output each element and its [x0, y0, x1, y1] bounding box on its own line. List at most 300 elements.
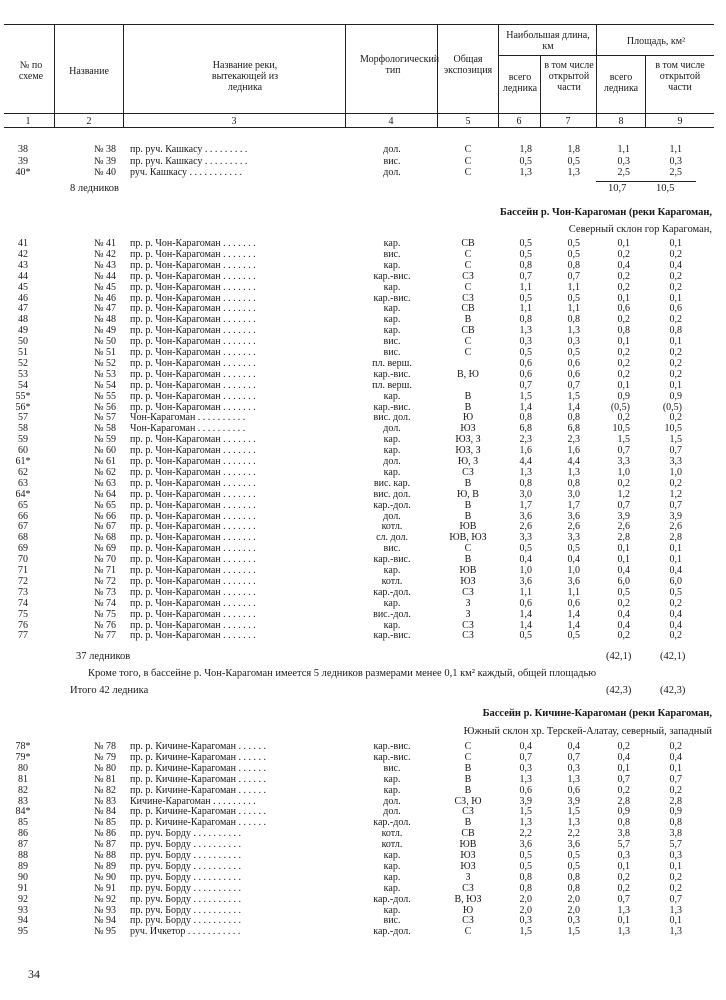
glacier-name-cell: № 61	[93, 456, 116, 467]
exposition-cell: С	[464, 543, 472, 555]
length-total-cell: 6,8	[519, 423, 532, 435]
morph-type-cell: кар.	[383, 860, 401, 872]
section1-total-open: 10,5	[656, 183, 675, 194]
scheme-number-cell: 72	[18, 575, 28, 587]
length-open-cell: 1,1	[567, 586, 580, 598]
scheme-number-cell: 91	[18, 882, 28, 894]
table-row	[0, 883, 726, 894]
glacier-name-cell: № 73	[93, 586, 116, 598]
table-row	[0, 271, 726, 282]
morph-type-cell: вис. дол.	[373, 412, 411, 424]
area-total-cell: 0,7	[617, 499, 630, 511]
morph-type-cell: кар.	[383, 281, 401, 293]
morph-type-cell: кар.-дол.	[373, 893, 411, 905]
exposition-cell: З	[465, 871, 471, 883]
exposition-cell: ЮЗ	[460, 423, 476, 435]
morph-type-cell: кар.	[383, 434, 401, 446]
area-total-cell: 0,8	[617, 817, 630, 829]
col-divider	[596, 24, 597, 128]
area-total-cell: 0,1	[617, 292, 630, 304]
river-name-cell: пр. р. Кичине-Карагоман . . . . . .	[130, 751, 267, 763]
scheme-number-cell: 82	[18, 784, 28, 796]
scheme-number-cell: 47	[18, 303, 28, 315]
length-total-cell: 3,9	[519, 795, 532, 807]
length-total-cell: 1,3	[519, 167, 532, 179]
exposition-cell: СВ	[461, 325, 475, 337]
scheme-number-cell: 58	[18, 423, 28, 435]
glacier-name-cell: № 69	[93, 543, 116, 555]
area-open-cell: 0,2	[669, 281, 682, 293]
table-row	[0, 554, 726, 565]
area-total-cell: 0,1	[617, 379, 630, 391]
length-open-cell: 0,5	[567, 238, 580, 249]
morph-type-cell: кар.-вис.	[373, 630, 411, 642]
glacier-name-cell: № 46	[93, 292, 116, 304]
scheme-number-cell: 77	[18, 630, 28, 642]
table-row	[0, 423, 726, 434]
scheme-number-cell: 90	[18, 871, 28, 883]
glacier-name-cell: № 60	[93, 445, 116, 457]
table-row	[0, 445, 726, 456]
length-total-cell: 0,5	[519, 860, 532, 872]
area-total-cell: 0,1	[617, 238, 630, 249]
morph-type-cell: кар.-вис.	[373, 751, 411, 763]
table-row	[0, 915, 726, 926]
area-total-cell: 0,5	[617, 586, 630, 598]
scheme-number-cell: 55*	[15, 390, 31, 402]
area-total-cell: 10,5	[612, 423, 630, 435]
glacier-name-cell: № 48	[93, 314, 116, 326]
header-length-total: всего ледника	[502, 72, 538, 94]
exposition-cell: З	[465, 597, 471, 609]
glacier-name-cell: № 84	[93, 806, 116, 818]
morph-type-cell: дол.	[383, 795, 401, 807]
scheme-number-cell: 95	[18, 926, 28, 938]
exposition-cell: ЮЗ, З	[455, 434, 481, 446]
glacier-name-cell: № 63	[93, 477, 116, 489]
morph-type-cell: кар.-вис.	[373, 741, 411, 752]
glacier-name-cell: № 70	[93, 554, 116, 566]
area-open-cell: 1,5	[669, 434, 682, 446]
length-open-cell: 0,3	[567, 915, 580, 927]
length-open-cell: 1,4	[567, 608, 580, 620]
length-total-cell: 2,0	[519, 893, 532, 905]
glacier-name-cell: № 91	[93, 882, 116, 894]
scheme-number-cell: 41	[18, 238, 28, 249]
river-name-cell: пр. р. Чон-Карагоман . . . . . . .	[130, 292, 256, 304]
table-row	[0, 828, 726, 839]
glacier-name-cell: № 56	[93, 401, 116, 413]
section1-total-rule	[596, 181, 696, 182]
length-total-cell: 0,5	[519, 292, 532, 304]
length-open-cell: 1,5	[567, 390, 580, 402]
area-total-cell: 0,6	[617, 303, 630, 315]
glacier-name-cell: № 78	[93, 741, 116, 752]
river-name-cell: пр. р. Чон-Карагоман . . . . . . .	[130, 477, 256, 489]
exposition-cell: СЗ	[462, 270, 474, 282]
length-open-cell: 1,6	[567, 445, 580, 457]
glacier-name-cell: № 86	[93, 828, 116, 840]
length-total-cell: 0,8	[519, 412, 532, 424]
area-open-cell: 0,1	[669, 543, 682, 555]
morph-type-cell: котл.	[381, 521, 403, 533]
area-total-cell: 0,4	[617, 259, 630, 271]
exposition-cell: В	[464, 784, 472, 796]
section2-note: Кроме того, в бассейне р. Чон-Карагоман имеется 5 ледников размерами менее 0,1 км² каждый, общей площадью	[88, 668, 597, 679]
glacier-name-cell: № 39	[93, 155, 116, 167]
scheme-number-cell: 79*	[15, 751, 31, 763]
area-total-cell: 1,5	[617, 434, 630, 446]
glacier-name-cell: № 51	[93, 347, 116, 358]
area-total-cell: 2,8	[617, 795, 630, 807]
exposition-cell: ЮВ	[459, 839, 477, 851]
river-name-cell: пр. р. Чон-Карагоман . . . . . . .	[130, 510, 256, 522]
length-open-cell: 0,5	[567, 155, 580, 167]
glacier-name-cell: № 85	[93, 817, 116, 829]
glacier-name-cell: № 81	[93, 773, 116, 785]
exposition-cell: В	[464, 554, 472, 566]
scheme-number-cell: 66	[18, 510, 28, 522]
area-open-cell: (0,5)	[662, 401, 682, 413]
exposition-cell: СЗ	[462, 586, 474, 598]
river-name-cell: пр. р. Кичине-Карагоман . . . . . .	[130, 773, 267, 785]
morph-type-cell: кар.	[383, 882, 401, 894]
morph-type-cell: кар.	[383, 784, 401, 796]
scheme-number-cell: 49	[18, 325, 28, 337]
area-open-cell: 0,2	[669, 630, 682, 642]
col-divider	[54, 24, 55, 128]
scheme-number-cell: 67	[18, 521, 28, 533]
length-open-cell: 1,3	[567, 817, 580, 829]
area-open-cell: 2,5	[669, 167, 682, 179]
area-open-cell: 0,1	[669, 238, 682, 249]
length-total-cell: 1,1	[519, 586, 532, 598]
length-open-cell: 2,3	[567, 434, 580, 446]
table-row	[0, 609, 726, 620]
area-total-cell: 0,3	[617, 155, 630, 167]
length-open-cell: 1,0	[567, 565, 580, 576]
header-scheme-number: № по схеме	[18, 60, 44, 82]
length-open-cell: 6,8	[567, 423, 580, 435]
scheme-number-cell: 92	[18, 893, 28, 905]
area-total-cell: 1,3	[617, 926, 630, 938]
area-total-cell: 0,1	[617, 762, 630, 774]
length-total-cell: 0,6	[519, 357, 532, 369]
area-open-cell: 0,1	[669, 915, 682, 927]
table-row	[0, 347, 726, 358]
river-name-cell: пр. р. Чон-Карагоман . . . . . . .	[130, 543, 256, 555]
length-open-cell: 1,4	[567, 619, 580, 631]
header-river: Название реки, вытекающей из ледника	[211, 60, 279, 93]
section2-itogo-area: (42,3)	[606, 685, 632, 696]
morph-type-cell: пл. верш.	[372, 357, 412, 369]
section2-itogo: Итого 42 ледника	[70, 685, 149, 696]
table-row	[0, 249, 726, 260]
morph-type-cell: кар.-дол.	[373, 499, 411, 511]
area-open-cell: 0,8	[669, 817, 682, 829]
morph-type-cell: вис.-дол.	[373, 608, 411, 620]
scheme-number-cell: 94	[18, 915, 28, 927]
area-total-cell: 5,7	[617, 839, 630, 851]
morph-type-cell: вис.	[383, 543, 401, 555]
morph-type-cell: кар.	[383, 850, 401, 861]
river-name-cell: пр. р. Чон-Карагоман . . . . . . .	[130, 248, 256, 260]
table-row	[0, 500, 726, 511]
area-total-cell: 0,2	[617, 314, 630, 326]
exposition-cell: Ю	[462, 412, 474, 424]
length-total-cell: 0,5	[519, 630, 532, 642]
section2-total-area: (42,1)	[606, 651, 632, 662]
table-row	[0, 926, 726, 937]
morph-type-cell: вис.	[383, 762, 401, 774]
colnum-bottom-rule	[4, 127, 714, 128]
length-open-cell: 0,8	[567, 882, 580, 894]
scheme-number-cell: 53	[18, 368, 28, 380]
morph-type-cell: кар.-вис.	[373, 270, 411, 282]
length-total-cell: 3,6	[519, 510, 532, 522]
col-divider	[498, 24, 499, 128]
exposition-cell: С	[464, 336, 472, 348]
length-total-cell: 2,6	[519, 521, 532, 533]
length-open-cell: 1,7	[567, 499, 580, 511]
length-open-cell: 2,6	[567, 521, 580, 533]
glacier-name-cell: № 62	[93, 466, 116, 478]
length-open-cell: 3,0	[567, 488, 580, 500]
river-name-cell: пр. р. Чон-Карагоман . . . . . . .	[130, 466, 256, 478]
glacier-name-cell: № 79	[93, 751, 116, 763]
river-name-cell: пр. р. Чон-Карагоман . . . . . . .	[130, 488, 256, 500]
exposition-cell: В	[464, 401, 472, 413]
river-name-cell: пр. р. Чон-Карагоман . . . . . . .	[130, 303, 256, 315]
glacier-name-cell: № 47	[93, 303, 116, 315]
area-total-cell: 0,2	[617, 368, 630, 380]
morph-type-cell: кар.	[383, 445, 401, 457]
length-total-cell: 1,1	[519, 281, 532, 293]
area-total-cell: 0,2	[617, 347, 630, 358]
area-open-cell: 0,2	[669, 314, 682, 326]
morph-type-cell: кар.	[383, 325, 401, 337]
area-group-rule	[596, 55, 714, 56]
table-row	[0, 434, 726, 445]
length-open-cell: 0,7	[567, 270, 580, 282]
river-name-cell: Кичине-Карагоман . . . . . . . . .	[130, 795, 256, 807]
morph-type-cell: вис. кар.	[373, 477, 411, 489]
river-name-cell: пр. р. Чон-Карагоман . . . . . . .	[130, 281, 256, 293]
length-total-cell: 1,4	[519, 401, 532, 413]
river-name-cell: пр. руч. Кашкасу . . . . . . . . .	[130, 155, 248, 167]
exposition-cell: В	[464, 762, 472, 774]
col-number: 2	[86, 116, 92, 127]
col-number: 8	[618, 116, 624, 127]
length-total-cell: 1,8	[519, 144, 532, 155]
length-open-cell: 2,2	[567, 828, 580, 840]
exposition-cell: ЮЗ	[460, 575, 476, 587]
table-row	[0, 511, 726, 522]
area-open-cell: 1,3	[669, 926, 682, 938]
morph-type-cell: кар.	[383, 390, 401, 402]
length-open-cell: 1,8	[567, 144, 580, 155]
glacier-name-cell: № 72	[93, 575, 116, 587]
area-open-cell: 3,3	[669, 456, 682, 467]
length-open-cell: 0,6	[567, 368, 580, 380]
table-row	[0, 532, 726, 543]
table-row	[0, 336, 726, 347]
table-row	[0, 587, 726, 598]
morph-type-cell: котл.	[381, 828, 403, 840]
length-open-cell: 3,3	[567, 532, 580, 544]
length-total-cell: 0,5	[519, 850, 532, 861]
exposition-cell: В	[464, 314, 472, 326]
area-open-cell: 0,2	[669, 741, 682, 752]
morph-type-cell: кар.-вис.	[373, 401, 411, 413]
glacier-name-cell: № 77	[93, 630, 116, 642]
table-row	[0, 872, 726, 883]
exposition-cell: СЗ	[462, 466, 474, 478]
area-total-cell: 0,4	[617, 608, 630, 620]
col-number: 5	[465, 116, 471, 127]
length-total-cell: 0,8	[519, 882, 532, 894]
area-open-cell: 0,9	[669, 806, 682, 818]
river-name-cell: пр. руч. Борду . . . . . . . . . .	[130, 915, 241, 927]
glacier-name-cell: № 82	[93, 784, 116, 796]
length-open-cell: 0,6	[567, 784, 580, 796]
length-open-cell: 2,0	[567, 893, 580, 905]
area-open-cell: 0,2	[669, 270, 682, 282]
glacier-name-cell: № 74	[93, 597, 116, 609]
river-name-cell: пр. руч. Кашкасу . . . . . . . . .	[130, 144, 248, 155]
area-total-cell: 0,3	[617, 850, 630, 861]
river-name-cell: пр. руч. Борду . . . . . . . . . .	[130, 893, 241, 905]
length-total-cell: 0,5	[519, 543, 532, 555]
area-total-cell: 0,2	[617, 784, 630, 796]
length-total-cell: 0,5	[519, 238, 532, 249]
glacier-name-cell: № 44	[93, 270, 116, 282]
glacier-name-cell: № 90	[93, 871, 116, 883]
area-open-cell: 0,1	[669, 292, 682, 304]
glacier-name-cell: № 89	[93, 860, 116, 872]
area-total-cell: 0,2	[617, 597, 630, 609]
morph-type-cell: кар.	[383, 238, 401, 249]
table-row	[0, 293, 726, 304]
river-name-cell: пр. р. Чон-Карагоман . . . . . . .	[130, 554, 256, 566]
scheme-number-cell: 93	[18, 904, 28, 916]
table-row	[0, 260, 726, 271]
length-total-cell: 2,2	[519, 828, 532, 840]
river-name-cell: руч. Ичкетор . . . . . . . . . . .	[130, 926, 241, 938]
table-row	[0, 456, 726, 467]
area-open-cell: 1,3	[669, 904, 682, 916]
scheme-number-cell: 63	[18, 477, 28, 489]
page-number: 34	[28, 967, 40, 981]
morph-type-cell: дол.	[383, 144, 401, 155]
area-total-cell: 0,7	[617, 773, 630, 785]
glacier-name-cell: № 67	[93, 521, 116, 533]
area-total-cell: 3,9	[617, 510, 630, 522]
table-row	[0, 478, 726, 489]
table-row	[0, 565, 726, 576]
glacier-name-cell: № 53	[93, 368, 116, 380]
length-total-cell: 1,3	[519, 466, 532, 478]
header-top-rule	[4, 24, 714, 25]
table-row	[0, 741, 726, 752]
river-name-cell: пр. р. Чон-Карагоман . . . . . . .	[130, 521, 256, 533]
table-row	[0, 894, 726, 905]
glacier-name-cell: № 80	[93, 762, 116, 774]
table-row	[0, 543, 726, 554]
exposition-cell: СЗ, Ю	[454, 795, 482, 807]
table-row	[0, 325, 726, 336]
glacier-name-cell: № 88	[93, 850, 116, 861]
morph-type-cell: кар.	[383, 259, 401, 271]
area-open-cell: 0,2	[669, 357, 682, 369]
table-row	[0, 752, 726, 763]
morph-type-cell: котл.	[381, 575, 403, 587]
length-open-cell: 1,5	[567, 806, 580, 818]
morph-type-cell: вис. дол.	[373, 488, 411, 500]
scheme-number-cell: 50	[18, 336, 28, 348]
morph-type-cell: пл. верш.	[372, 379, 412, 391]
length-total-cell: 4,4	[519, 456, 532, 467]
exposition-cell: С	[464, 741, 472, 752]
length-total-cell: 0,4	[519, 741, 532, 752]
col-divider	[437, 24, 438, 128]
scheme-number-cell: 54	[18, 379, 28, 391]
length-total-cell: 0,8	[519, 477, 532, 489]
length-open-cell: 3,9	[567, 795, 580, 807]
scheme-number-cell: 73	[18, 586, 28, 598]
area-open-cell: 0,4	[669, 259, 682, 271]
length-total-cell: 0,5	[519, 248, 532, 260]
river-name-cell: пр. р. Чон-Карагоман . . . . . . .	[130, 336, 256, 348]
header-name: Название	[69, 66, 109, 77]
glacier-name-cell: № 94	[93, 915, 116, 927]
morph-type-cell: кар.	[383, 597, 401, 609]
length-open-cell: 0,5	[567, 850, 580, 861]
river-name-cell: пр. р. Кичине-Карагоман . . . . . .	[130, 741, 267, 752]
table-row	[0, 467, 726, 478]
table-row	[0, 391, 726, 402]
scheme-number-cell: 61*	[15, 456, 31, 467]
scheme-number-cell: 70	[18, 554, 28, 566]
morph-type-cell: кар.-дол.	[373, 817, 411, 829]
area-open-cell: 0,8	[669, 325, 682, 337]
glacier-name-cell: № 52	[93, 357, 116, 369]
scheme-number-cell: 74	[18, 597, 28, 609]
scheme-number-cell: 59	[18, 434, 28, 446]
river-name-cell: пр. р. Чон-Карагоман . . . . . . .	[130, 630, 256, 642]
morph-type-cell: кар.	[383, 565, 401, 576]
river-name-cell: пр. р. Чон-Карагоман . . . . . . .	[130, 325, 256, 337]
area-open-cell: 0,9	[669, 390, 682, 402]
morph-type-cell: дол.	[383, 423, 401, 435]
exposition-cell: ЮВ	[459, 521, 477, 533]
length-total-cell: 3,6	[519, 575, 532, 587]
scheme-number-cell: 75	[18, 608, 28, 620]
glacier-name-cell: № 49	[93, 325, 116, 337]
area-open-cell: 0,4	[669, 619, 682, 631]
length-total-cell: 3,0	[519, 488, 532, 500]
area-open-cell: 0,1	[669, 860, 682, 872]
length-total-cell: 0,6	[519, 368, 532, 380]
area-total-cell: 0,2	[617, 357, 630, 369]
scheme-number-cell: 43	[18, 259, 28, 271]
morph-type-cell: дол.	[383, 167, 401, 179]
area-total-cell: 2,6	[617, 521, 630, 533]
length-total-cell: 0,3	[519, 336, 532, 348]
area-open-cell: 3,8	[669, 828, 682, 840]
glacier-name-cell: № 68	[93, 532, 116, 544]
glacier-name-cell: № 41	[93, 238, 116, 249]
